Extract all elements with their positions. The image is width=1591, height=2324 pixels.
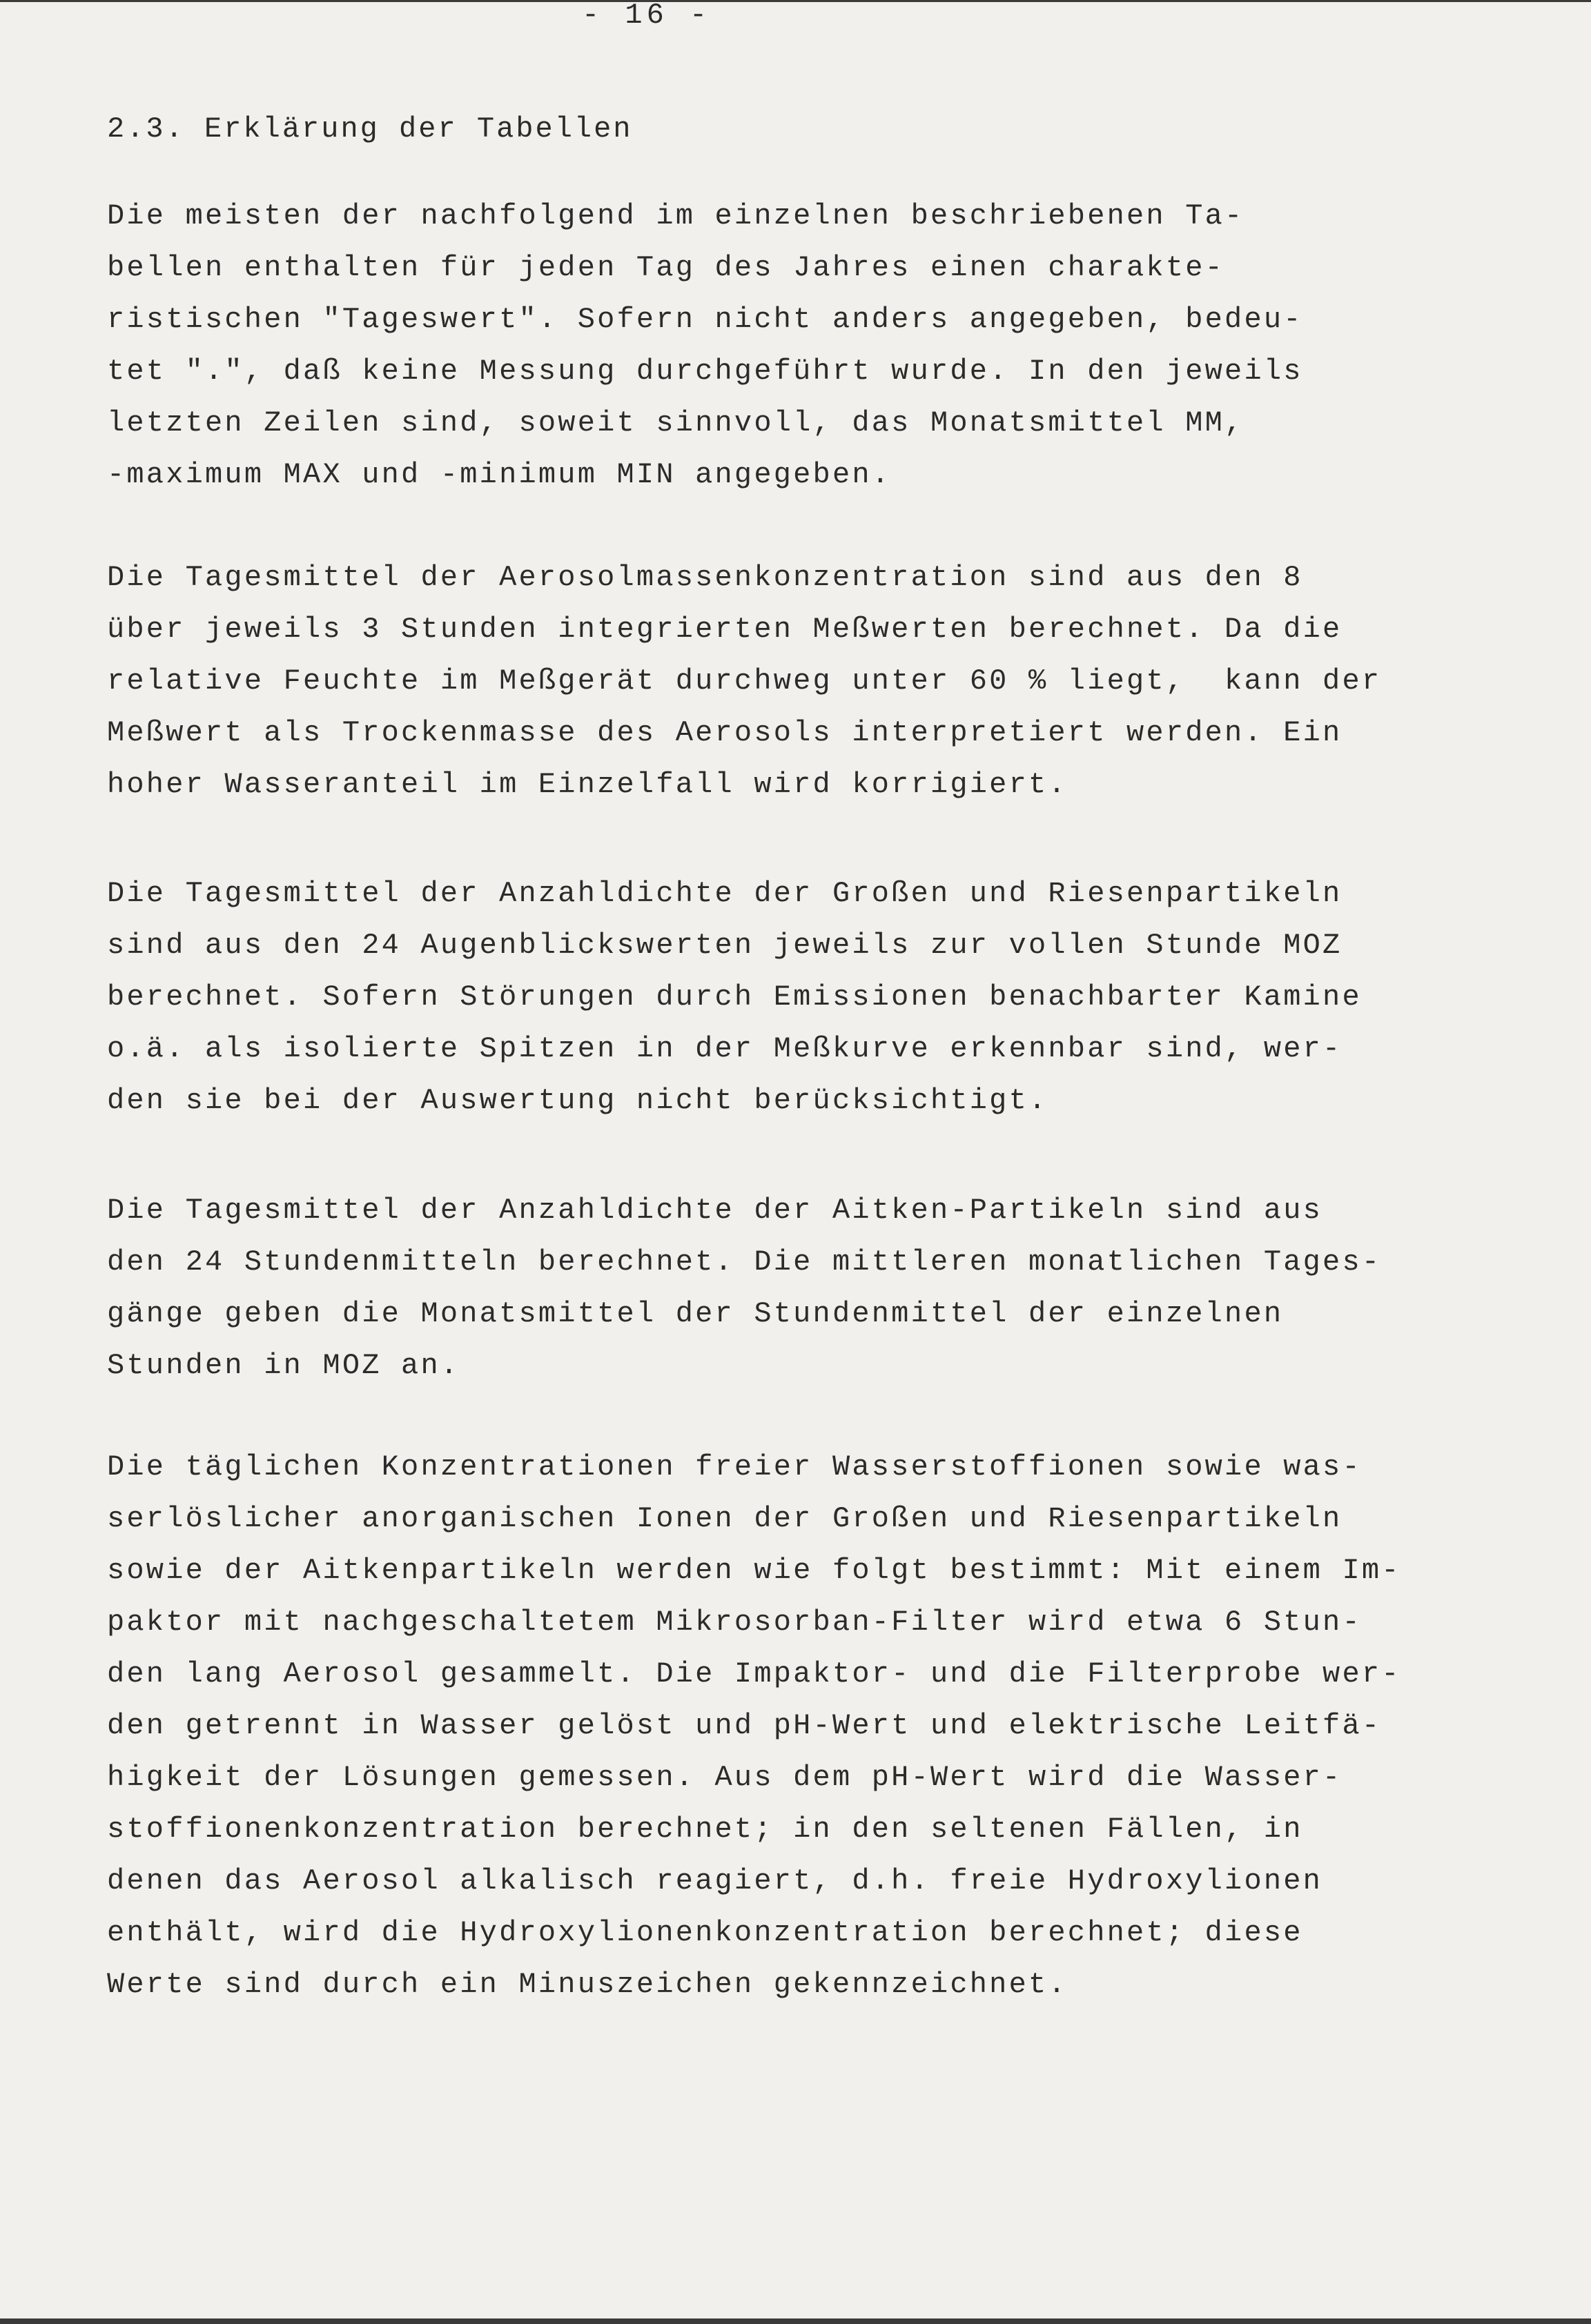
- text-line: o.ä. als isolierte Spitzen in der Meßkurve erkennbar sind, wer-: [107, 1032, 1343, 1065]
- text-line: den getrennt in Wasser gelöst und pH-Wert und elektrische Leitfä-: [107, 1709, 1382, 1742]
- text-line: denen das Aerosol alkalisch reagiert, d.h. freie Hydroxylionen: [107, 1864, 1323, 1898]
- text-line: über jeweils 3 Stunden integrierten Meßwerten berechnet. Da die: [107, 613, 1343, 646]
- text-line: den sie bei der Auswertung nicht berücksichtigt.: [107, 1084, 1048, 1117]
- paragraph-aerosol-mass: [107, 552, 1381, 811]
- text-line: enthält, wird die Hydroxylionenkonzentration berechnet; diese: [107, 1916, 1303, 1949]
- text-line: berechnet. Sofern Störungen durch Emissionen benachbarter Kamine: [107, 981, 1362, 1014]
- text-line: relative Feuchte im Meßgerät durchweg unter 60 % liegt, kann der: [107, 664, 1382, 698]
- text-line: tet ".", daß keine Messung durchgeführt wurde. In den jeweils: [107, 355, 1303, 388]
- paragraph-large-particles: [107, 868, 1362, 1127]
- text-line: higkeit der Lösungen gemessen. Aus dem pH-Wert wird die Wasser-: [107, 1761, 1343, 1794]
- text-line: paktor mit nachgeschaltetem Mikrosorban-Filter wird etwa 6 Stun-: [107, 1606, 1362, 1639]
- text-line: bellen enthalten für jeden Tag des Jahres einen charakte-: [107, 251, 1225, 284]
- text-line: letzten Zeilen sind, soweit sinnvoll, das Monatsmittel MM,: [107, 406, 1245, 440]
- text-line: Stunden in MOZ an.: [107, 1349, 460, 1382]
- text-line: den lang Aerosol gesammelt. Die Impaktor- und die Filterprobe wer-: [107, 1657, 1401, 1691]
- section-heading: 2.3. Erklärung der Tabellen: [107, 112, 633, 146]
- paragraph-aitken-particles: [107, 1185, 1381, 1392]
- text-line: hoher Wasseranteil im Einzelfall wird korrigiert.: [107, 768, 1068, 801]
- paragraph-ion-concentrations: [107, 1441, 1401, 2011]
- text-line: den 24 Stundenmitteln berechnet. Die mittleren monatlichen Tages-: [107, 1245, 1382, 1279]
- text-line: gänge geben die Monatsmittel der Stundenmittel der einzelnen: [107, 1297, 1284, 1330]
- page-number: - 16 -: [582, 0, 712, 32]
- paragraph-table-explanation: [107, 190, 1303, 501]
- text-line: serlöslicher anorganischen Ionen der Großen und Riesenpartikeln: [107, 1502, 1343, 1535]
- text-line: sind aus den 24 Augenblickswerten jeweils zur vollen Stunde MOZ: [107, 929, 1343, 962]
- text-line: Die Tagesmittel der Anzahldichte der Großen und Riesenpartikeln: [107, 877, 1343, 910]
- text-line: Die Tagesmittel der Anzahldichte der Aitken-Partikeln sind aus: [107, 1194, 1323, 1227]
- text-line: ristischen "Tageswert". Sofern nicht anders angegeben, bedeu-: [107, 303, 1303, 336]
- text-line: Die meisten der nachfolgend im einzelnen beschriebenen Ta-: [107, 199, 1245, 233]
- text-line: sowie der Aitkenpartikeln werden wie folgt bestimmt: Mit einem Im-: [107, 1554, 1401, 1587]
- text-line: Meßwert als Trockenmasse des Aerosols interpretiert werden. Ein: [107, 716, 1343, 749]
- text-line: Die Tagesmittel der Aerosolmassenkonzentration sind aus den 8: [107, 561, 1303, 594]
- text-line: Die täglichen Konzentrationen freier Wasserstoffionen sowie was-: [107, 1450, 1362, 1484]
- top-border: [0, 0, 1591, 2]
- text-line: stoffionenkonzentration berechnet; in den seltenen Fällen, in: [107, 1813, 1303, 1846]
- text-line: Werte sind durch ein Minuszeichen gekennzeichnet.: [107, 1968, 1068, 2001]
- bottom-border: [0, 2318, 1591, 2324]
- text-line: -maximum MAX und -minimum MIN angegeben.: [107, 458, 892, 491]
